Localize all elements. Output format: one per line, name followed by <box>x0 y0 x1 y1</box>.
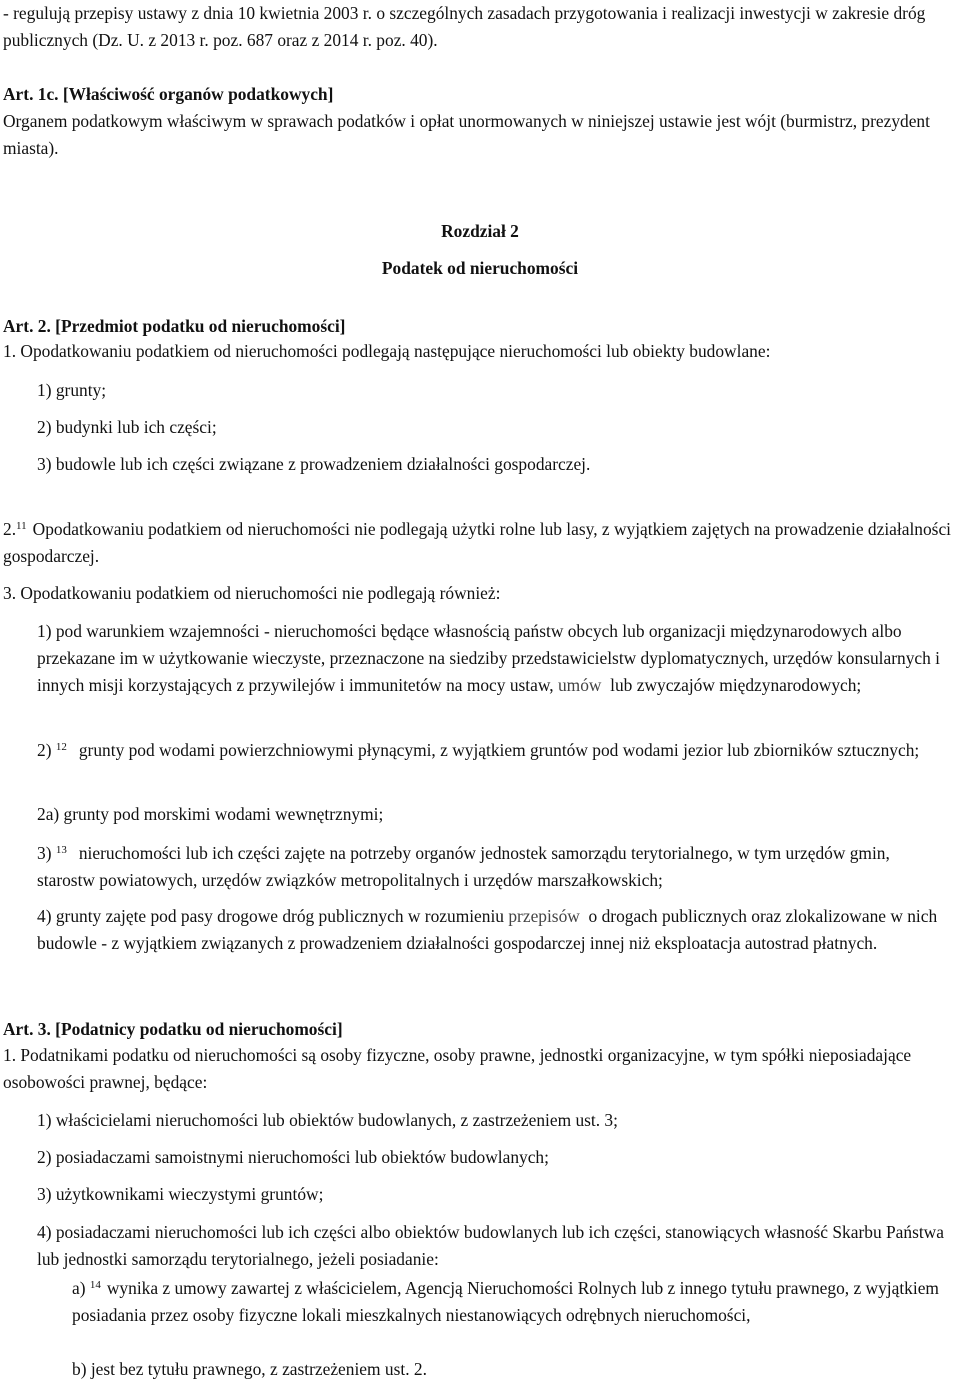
footnote-ref: 12 <box>55 741 67 753</box>
para-text: Opodatkowaniu podatkiem od nieruchomości nie podlegają użytki rolne lub lasy, z wyjątkiem zajętych na prowadzenie działalności gospodarczej. <box>3 519 951 566</box>
art2-para1: 1. Opodatkowaniu podatkiem od nieruchomości podlegają następujące nieruchomości lub obiekty budowlane: <box>3 341 771 361</box>
art2-para3-item4 <box>37 903 952 957</box>
footnote-ref: 13 <box>55 844 67 856</box>
art2-para2 <box>3 516 952 570</box>
intro-paragraph: - regulują przepisy ustawy z dnia 10 kwietnia 2003 r. o szczególnych zasadach przygotowania i realizacji inwestycji w zakresie dróg publicznych (Dz. U. z 2013 r. poz. 687 oraz z 2014 r. poz. 40). <box>3 3 926 50</box>
art3-heading: Art. 3. [Podatnicy podatku od nieruchomości] <box>3 1019 343 1039</box>
item-text: wynika z umowy zawartej z właścicielem, Agencją Nieruchomości Rolnych lub z innego tytułu prawnego, z wyjątkiem posiadania przez osoby fizyczne lokali mieszkalnych niestanowiących odrębnych nieruchomości, <box>72 1278 939 1325</box>
chapter-number: Rozdział 2 <box>441 221 519 241</box>
art3-para1-item4a <box>72 1275 952 1329</box>
link-umow: umów <box>557 675 602 695</box>
item-number: 2) <box>37 740 52 760</box>
art2-para3-item2a: 2a) grunty pod morskimi wodami wewnętrznymi; <box>37 804 384 824</box>
art2-para3: 3. Opodatkowaniu podatkiem od nieruchomości nie podlegają również: <box>3 583 501 603</box>
para-number: 2. <box>3 519 17 539</box>
item-text-cont: o drogach publicznych oraz zlokalizowane w nich budowle - z wyjątkiem związanych z prowadzeniem działalności gospodarczej innej niż eksploatacja autostrad płatnych. <box>37 906 938 953</box>
art3-para1-item4: 4) posiadaczami nieruchomości lub ich części albo obiektów budowlanych lub ich części, stanowiących własność Skarbu Państwa lub jednostki samorządu terytorialnego, jeżeli posiadanie: <box>37 1222 944 1269</box>
footnote-ref: 14 <box>89 1279 101 1291</box>
art2-heading: Art. 2. [Przedmiot podatku od nieruchomości] <box>3 316 346 336</box>
item-number: 3) <box>37 843 52 863</box>
art3-para1-item2: 2) posiadaczami samoistnymi nieruchomości lub obiektów budowlanych; <box>37 1147 549 1167</box>
art2-para1-item3: 3) budowle lub ich części związane z prowadzeniem działalności gospodarczej. <box>37 454 591 474</box>
art2-para3-item2 <box>37 737 952 764</box>
item-text-cont: lub zwyczajów międzynarodowych; <box>610 675 862 695</box>
item-text: 1) pod warunkiem wzajemności - nieruchomości będące własnością państw obcych lub organizacji międzynarodowych albo przekazane im w użytkowanie wieczyste, przeznaczone na siedziby przedstawicielstw dyplomatycznych, urzędów konsularnych i innych misji korzystających z przywilejów i immunitetów na mocy ustaw, <box>37 621 940 695</box>
footnote-ref: 11 <box>16 520 27 532</box>
art2-para1-item1: 1) grunty; <box>37 380 107 400</box>
chapter-title: Podatek od nieruchomości <box>381 258 579 278</box>
art2-para3-item1 <box>37 618 952 699</box>
art1c-heading: Art. 1c. [Właściwość organów podatkowych] <box>3 84 334 104</box>
art3-para1-item1: 1) właścicielami nieruchomości lub obiektów budowlanych, z zastrzeżeniem ust. 3; <box>37 1110 618 1130</box>
art2-para1-item2: 2) budynki lub ich części; <box>37 417 217 437</box>
item-text: grunty pod wodami powierzchniowymi płynącymi, z wyjątkiem gruntów pod wodami jezior lub zbiorników sztucznych; <box>78 740 920 760</box>
item-text: nieruchomości lub ich części zajęte na potrzeby organów jednostek samorządu terytorialnego, w tym urzędów gmin, starostw powiatowych, urzędów związków metropolitalnych i urzędów marszałkowskich; <box>37 843 890 890</box>
art3-para1-item4b: b) jest bez tytułu prawnego, z zastrzeżeniem ust. 2. <box>72 1359 427 1379</box>
art1c-paragraph: Organem podatkowym właściwym w sprawach podatków i opłat unormowanych w niniejszej ustawie jest wójt (burmistrz, prezydent miasta). <box>3 111 930 158</box>
item-text: 4) grunty zajęte pod pasy drogowe dróg publicznych w rozumieniu <box>37 906 504 926</box>
art3-para1: 1. Podatnikami podatku od nieruchomości są osoby fizyczne, osoby prawne, jednostki organizacyjne, w tym spółki nieposiadające osobowości prawnej, będące: <box>3 1045 912 1092</box>
art2-para3-item3 <box>37 840 952 894</box>
art3-para1-item3: 3) użytkownikami wieczystymi gruntów; <box>37 1184 324 1204</box>
link-przepisow: przepisów <box>508 906 580 926</box>
item-letter: a) <box>72 1278 86 1298</box>
